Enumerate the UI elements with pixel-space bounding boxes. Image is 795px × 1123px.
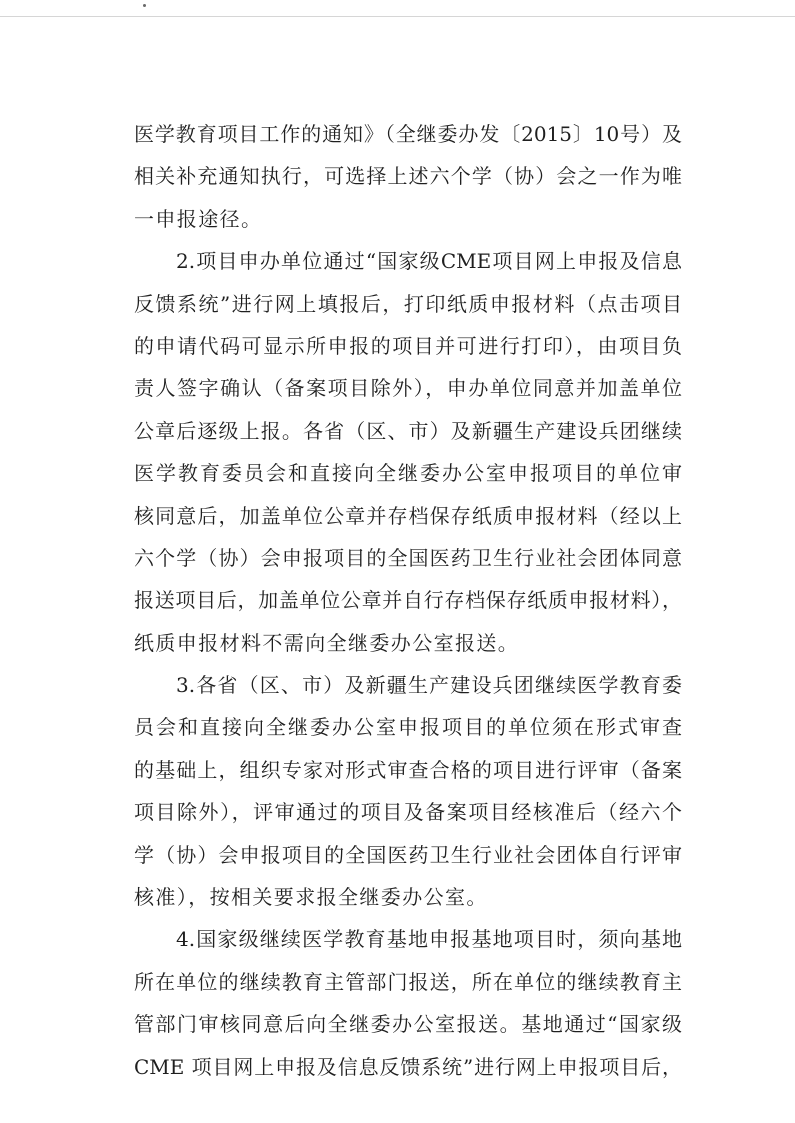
- text-line: 一申报途径。: [134, 206, 263, 231]
- body-text: [134, 113, 682, 1088]
- text-line: 4.国家级继续医学教育基地申报基地项目时，须向基地: [176, 927, 682, 952]
- text-line: 项目除外），评审通过的项目及备案项目经核准后（经六个: [134, 800, 682, 825]
- text-line: 所在单位的继续教育主管部门报送，所在单位的继续教育主: [134, 969, 682, 994]
- text-line: 3.各省（区、市）及新疆生产建设兵团继续医学教育委: [176, 673, 682, 698]
- text-line: 纸质申报材料不需向全继委办公室报送。: [134, 630, 520, 655]
- text-line: 相关补充通知执行，可选择上述六个学（协）会之一作为唯: [134, 164, 682, 189]
- text-line: 公章后逐级上报。各省（区、市）及新疆生产建设兵团继续: [134, 418, 682, 443]
- text-line: 的申请代码可显示所申报的项目并可进行打印），由项目负: [134, 333, 682, 358]
- text-line: 员会和直接向全继委办公室申报项目的单位须在形式审查: [134, 715, 682, 740]
- text-line: 核准），按相关要求报全继委办公室。: [134, 885, 488, 910]
- scan-top-edge: [0, 16, 795, 17]
- text-line: CME 项目网上申报及信息反馈系统”进行网上申报项目后，: [134, 1054, 682, 1079]
- text-line: 核同意后，加盖单位公章并存档保存纸质申报材料（经以上: [134, 503, 682, 528]
- scan-dot: [143, 4, 146, 7]
- text-line: 医学教育委员会和直接向全继委办公室申报项目的单位审: [134, 461, 682, 486]
- text-line: 学（协）会申报项目的全国医药卫生行业社会团体自行评审: [134, 842, 682, 867]
- text-line: 2.项目申办单位通过“国家级CME项目网上申报及信息: [176, 249, 682, 274]
- text-line: 反馈系统”进行网上填报后，打印纸质申报材料（点击项目: [134, 291, 682, 316]
- text-line: 的基础上，组织专家对形式审查合格的项目进行评审（备案: [134, 757, 682, 782]
- text-line: 报送项目后，加盖单位公章并自行存档保存纸质申报材料），: [134, 588, 682, 613]
- text-line: 管部门审核同意后向全继委办公室报送。基地通过“国家级: [134, 1012, 682, 1037]
- text-line: 六个学（协）会申报项目的全国医药卫生行业社会团体同意: [134, 545, 682, 570]
- text-line: 责人签字确认（备案项目除外），申办单位同意并加盖单位: [134, 376, 682, 401]
- text-line: 医学教育项目工作的通知》（全继委办发〔2015〕10号）及: [134, 122, 682, 146]
